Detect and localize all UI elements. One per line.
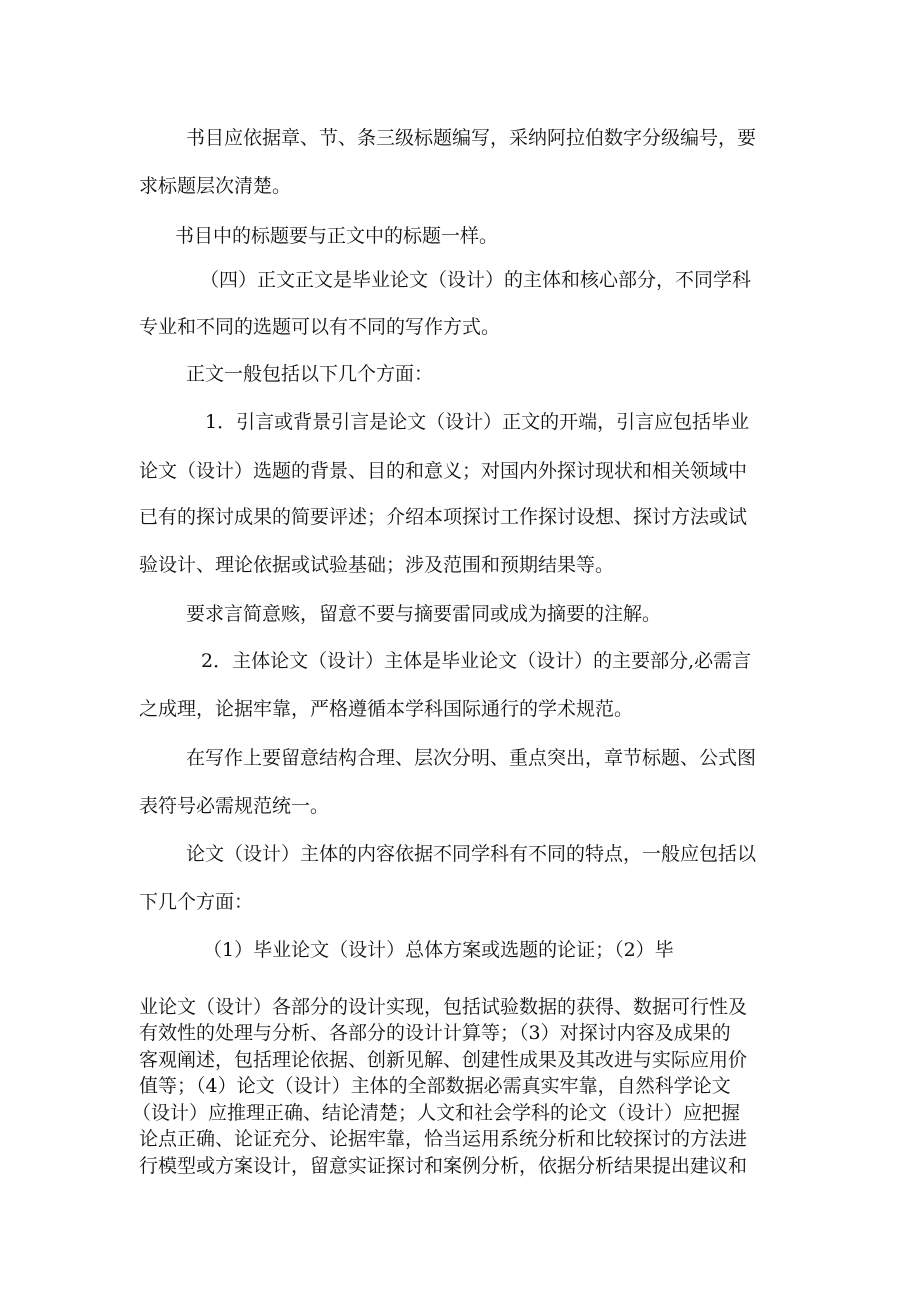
text-line: 下几个方面：	[139, 891, 254, 913]
text-line: 论文（设计）主体的内容依据不同学科有不同的特点，一般应包括以	[186, 843, 757, 865]
text-line: 书目中的标题要与正文中的标题一样。	[175, 225, 499, 247]
text-line: 专业和不同的选题可以有不同的写作方式。	[139, 316, 501, 338]
text-line: 有效性的处理与分析、各部分的设计计算等；（3）对探讨内容及成果的	[139, 1022, 731, 1044]
text-line: 求标题层次清楚。	[139, 175, 292, 197]
text-line: （1）毕业论文（设计）总体方案或选题的论证；（2）毕	[203, 939, 674, 961]
text-line: （四）正文正文是毕业论文（设计）的主体和核心部分，不同学科	[200, 269, 752, 291]
text-line: 已有的探讨成果的简要评述；介绍本项探讨工作探讨设想、探讨方法或试	[139, 506, 748, 528]
text-line: 验设计、理论依据或试验基础；涉及范围和预期结果等。	[139, 554, 615, 576]
text-line: 1．引言或背景引言是论文（设计）正文的开端，引言应包括毕业	[205, 411, 750, 433]
text-line: 行模型或方案设计，留意实证探讨和案例分析，依据分析结果提出建议和	[139, 1155, 748, 1177]
text-line: 书目应依据章、节、条三级标题编写，采纳阿拉伯数字分级编号，要	[186, 127, 757, 149]
text-line: 值等；（4）论文（设计）主体的全部数据必需真实牢靠，自然科学论文	[139, 1075, 731, 1097]
text-line: 论点正确、论证充分、论据牢靠，恰当运用系统分析和比较探讨的方法进	[139, 1128, 748, 1150]
text-line: 论文（设计）选题的背景、目的和意义；对国内外探讨现状和相关领域中	[139, 460, 748, 482]
text-line: 要求言简意赅，留意不要与摘要雷同或成为摘要的注解。	[186, 603, 662, 625]
text-line: 表符号必需规范统一。	[139, 795, 330, 817]
text-line: 在写作上要留意结构合理、层次分明、重点突出，章节标题、公式图	[186, 747, 757, 769]
text-line: 业论文（设计）各部分的设计实现，包括试验数据的获得、数据可行性及	[139, 996, 748, 1018]
text-line: 2．主体论文（设计）主体是毕业论文（设计）的主要部分,必需言	[201, 650, 752, 672]
text-line: 客观阐述，包括理论依据、创新见解、创建性成果及其改进与实际应用价	[139, 1049, 748, 1071]
text-line: 正文一般包括以下几个方面：	[186, 363, 434, 385]
text-line: 之成理，论据牢靠，严格遵循本学科国际通行的学术规范。	[139, 698, 634, 720]
text-line: （设计）应推理正确、结论清楚；人文和社会学科的论文（设计）应把握	[132, 1102, 741, 1124]
